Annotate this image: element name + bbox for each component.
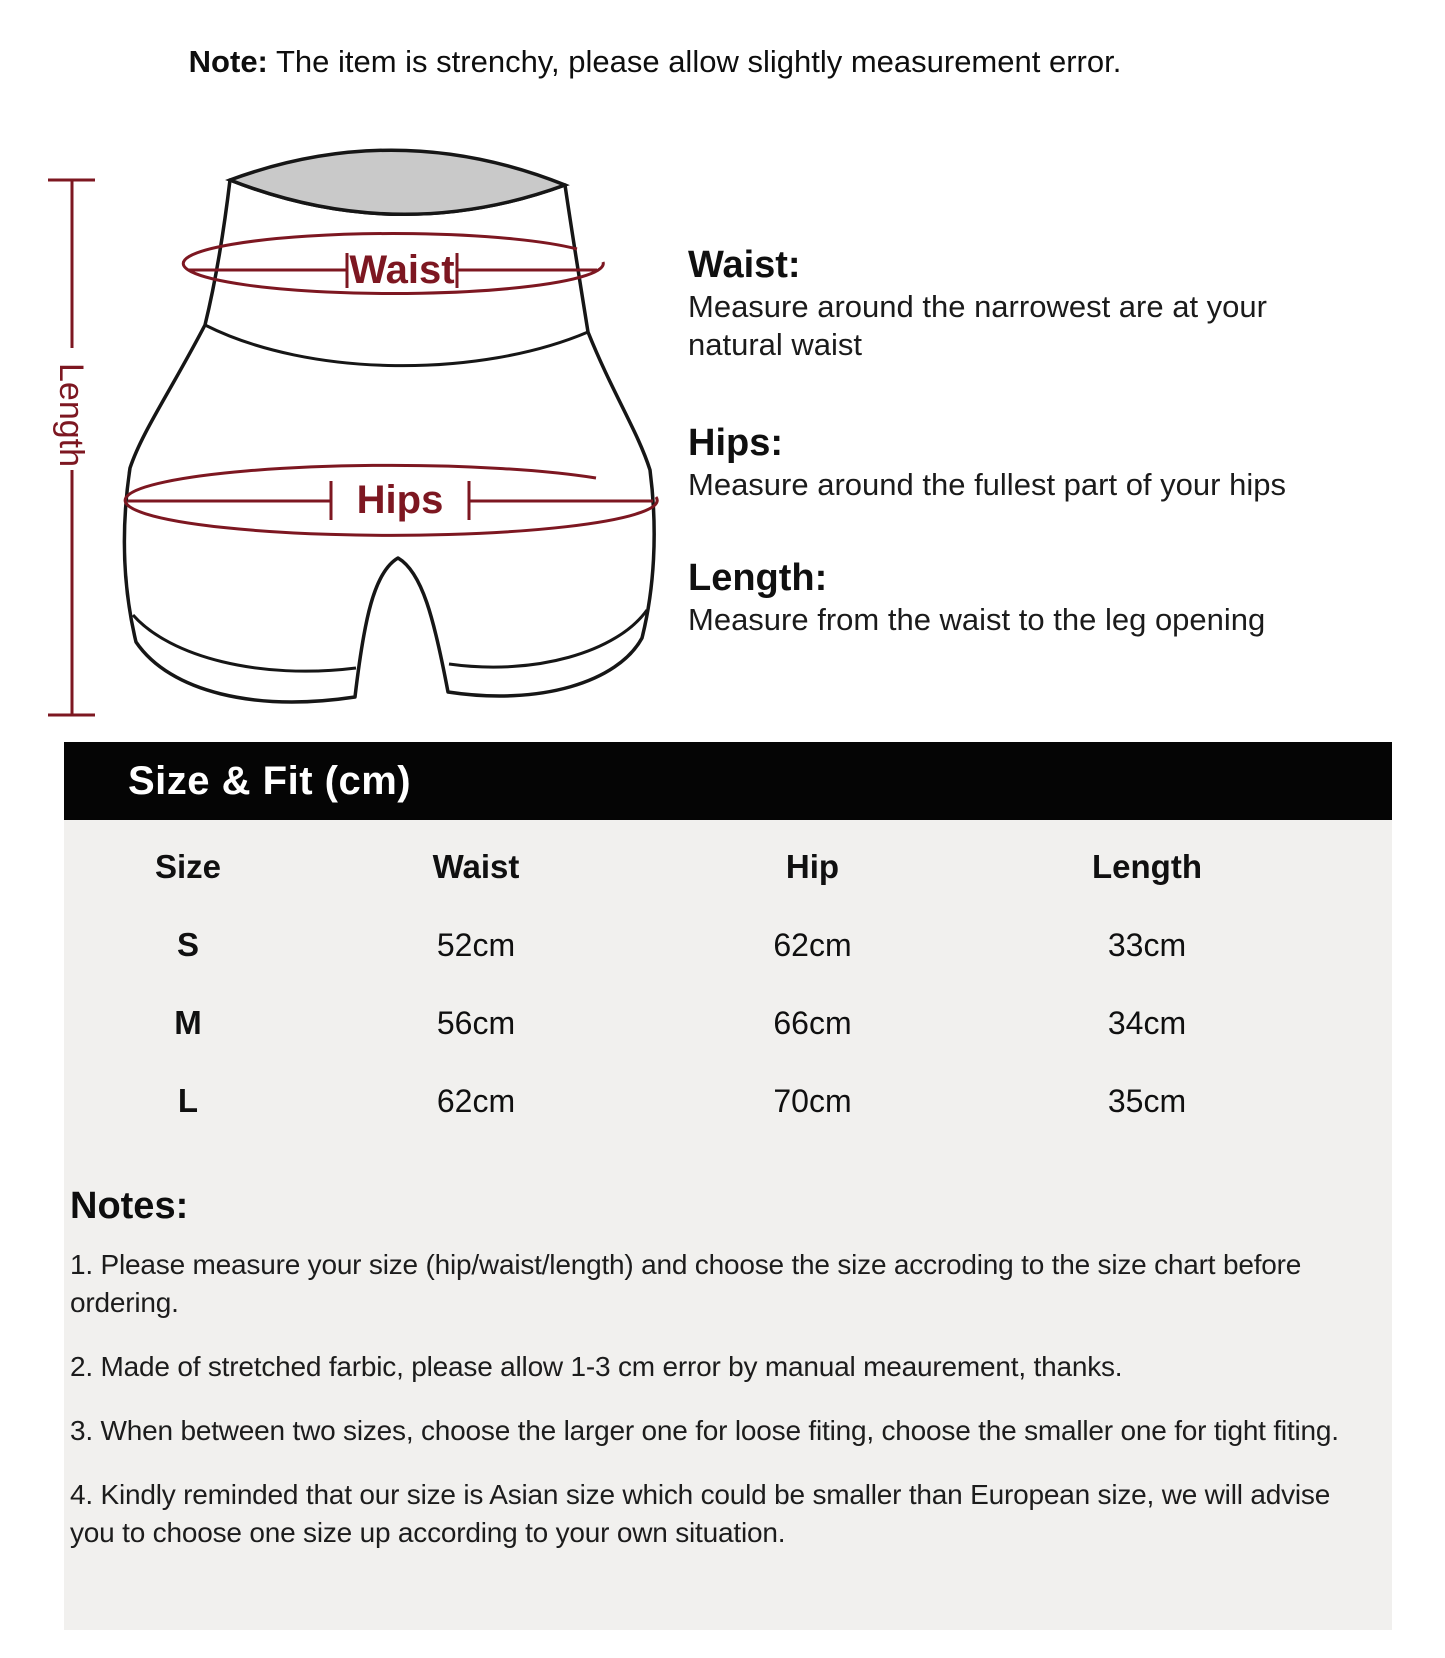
notes-section xyxy=(64,1184,1385,1552)
note-item: 1. Please measure your size (hip/waist/length) and choose the size accroding to the size chart before ordering. xyxy=(70,1249,1302,1318)
table-row-hip: 70cm xyxy=(773,1082,852,1119)
measure-guide-description: Measure around the narrowest are at your natural waist xyxy=(688,289,1267,362)
table-row-waist: 56cm xyxy=(436,1004,516,1041)
table-row-hip: 66cm xyxy=(773,1004,852,1041)
measure-guide-description: Measure around the fullest part of your hips xyxy=(688,467,1286,502)
stretch-note-text: The item is strenchy, please allow slightly measurement error. xyxy=(267,44,1122,79)
note-item: 2. Made of stretched farbic, please allow 1-3 cm error by manual meaurement, thanks. xyxy=(70,1351,1123,1382)
size-fit-panel xyxy=(64,742,1392,1630)
hips-label: Hips xyxy=(356,478,444,522)
shorts-measurement-diagram xyxy=(20,130,680,730)
table-row-size: M xyxy=(174,1004,202,1041)
table-row-hip: 62cm xyxy=(773,926,852,963)
length-label: Length xyxy=(52,363,90,467)
table-row-size: L xyxy=(177,1082,199,1119)
stretch-note xyxy=(0,44,1310,80)
measure-guide-title: Waist: xyxy=(688,244,801,286)
size-fit-header-bar xyxy=(64,742,1392,820)
column-header-size: Size xyxy=(154,848,222,885)
table-row-size: S xyxy=(176,926,199,963)
measure-guide-waist xyxy=(688,242,1338,364)
measure-guide-hips xyxy=(688,420,1428,504)
table-row-length: 33cm xyxy=(1107,926,1187,963)
stretch-note-label: Note: xyxy=(188,44,268,79)
size-table xyxy=(64,820,1392,1140)
measure-guide-title: Length: xyxy=(688,557,828,599)
table-row-waist: 62cm xyxy=(436,1082,516,1119)
table-row-length: 35cm xyxy=(1107,1082,1187,1119)
note-item: 3. When between two sizes, choose the larger one for loose fiting, choose the smaller one for tight fiting. xyxy=(70,1415,1339,1446)
column-header-length: Length xyxy=(1092,848,1202,885)
measure-guide-description: Measure from the waist to the leg opening xyxy=(688,602,1266,637)
note-item: 4. Kindly reminded that our size is Asian size which could be smaller than European size, we will advise you to choose one size up according to your own situation. xyxy=(70,1479,1331,1548)
size-fit-title: Size & Fit (cm) xyxy=(128,758,412,803)
column-header-hip: Hip xyxy=(785,848,840,885)
measure-guide-title: Hips: xyxy=(688,422,783,464)
measure-guide-length xyxy=(688,555,1428,639)
table-row-length: 34cm xyxy=(1107,1004,1187,1041)
table-row-waist: 52cm xyxy=(436,926,516,963)
notes-title: Notes: xyxy=(70,1185,189,1227)
waist-label: Waist xyxy=(349,248,455,292)
column-header-waist: Waist xyxy=(432,848,520,885)
